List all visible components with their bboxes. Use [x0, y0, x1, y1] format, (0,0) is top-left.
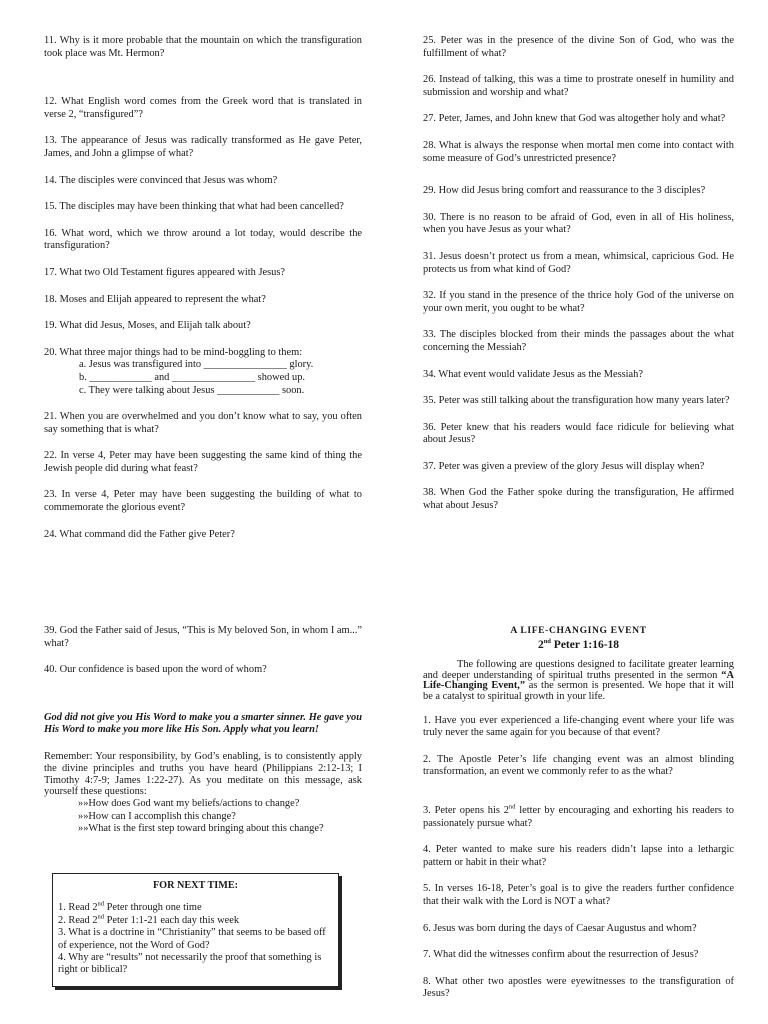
- next-time-item-1: 1. Read 2nd Peter through one time: [58, 900, 202, 914]
- question-34: 34. What event would validate Jesus as the Messiah?: [423, 368, 643, 380]
- question-37: 37. Peter was given a preview of the glory Jesus will display when?: [423, 460, 705, 472]
- question-4: 4. Peter wanted to make sure his readers didn’t lapse into a lethargic pattern or habit in their what?: [423, 844, 734, 868]
- next-time-item-4: 4. Why are “results” not necessarily the proof that something is right or biblical?: [58, 952, 322, 976]
- question-8: 8. What other two apostles were eyewitnesses to the transfiguration of Jesus?: [423, 975, 734, 1000]
- question-19: 19. What did Jesus, Moses, and Elijah talk about?: [44, 320, 251, 332]
- question-5: 5. In verses 16-18, Peter’s goal is to give the readers further confidence that their walk with the Lord is NOT a what?: [423, 883, 734, 907]
- question-31: 31. Jesus doesn’t protect us from a mean, whimsical, capricious God. He protects us from what kind of God?: [423, 250, 734, 275]
- question-28: 28. What is always the response when mortal men come into contact with some measure of God’s unrestricted presence?: [423, 139, 734, 164]
- scripture-reference: 2nd Peter 1:16-18: [537, 637, 620, 651]
- question-18: 18. Moses and Elijah appeared to represent the what?: [44, 293, 266, 305]
- intro-paragraph: The following are questions designed to facilitate greater learning and deeper understanding of spiritual truths presented in the sermon “A Life-Changing Event,” as the sermon is presented. We hope that it will be a catalyst to spiritual growth in your life.: [423, 659, 735, 702]
- question-14: 14. The disciples were convinced that Jesus was whom?: [44, 174, 278, 186]
- question-21: 21. When you are overwhelmed and you don’t know what to say, you often say something that is what?: [44, 411, 362, 435]
- questions-column-top-left: [44, 35, 362, 541]
- next-time-box: [52, 873, 339, 987]
- question-27: 27. Peter, James, and John knew that God was altogether holy and what?: [423, 113, 726, 125]
- question-12: 12. What English word comes from the Greek word that is translated in verse 2, “transfigured”?: [44, 96, 362, 120]
- question-24: 24. What command did the Father give Peter?: [44, 528, 235, 540]
- question-33: 33. The disciples blocked from their minds the passages about the what concerning the Messiah?: [423, 329, 734, 353]
- question-20b: b. ____________ and ________________ showed up.: [79, 371, 305, 383]
- question-6: 6. Jesus was born during the days of Caesar Augustus and whom?: [423, 922, 697, 934]
- question-30: 30. There is no reason to be afraid of God, even in all of His holiness, when you have Jesus as your what?: [423, 211, 734, 236]
- question-32: 32. If you stand in the presence of the thrice holy God of the universe on your own merit, you ought to be what?: [423, 290, 734, 314]
- question-39: 39. God the Father said of Jesus, “This is My beloved Son, in whom I am...” what?: [44, 625, 362, 649]
- remember-paragraph: Remember: Your responsibility, by God’s enabling, is to consistently apply the divine principles and truths you have heard (Philippians 2:12-13; I Timothy 4:7-9; James 1:22-27). As you meditate on this message, ask yourself these questions:: [44, 750, 362, 798]
- question-11: 11. Why is it more probable that the mountain on which the transfiguration took place was Mt. Hermon?: [44, 35, 362, 59]
- question-38: 38. When God the Father spoke during the transfiguration, He affirmed what about Jesus?: [423, 487, 734, 512]
- question-15: 15. The disciples may have been thinking that what had been cancelled?: [44, 201, 344, 213]
- question-40: 40. Our confidence is based upon the word of whom?: [44, 664, 267, 676]
- question-20: 20. What three major things had to be mind-boggling to them:: [44, 346, 303, 358]
- question-35: 35. Peter was still talking about the transfiguration how many years later?: [423, 395, 730, 407]
- question-23: 23. In verse 4, Peter may have been suggesting the building of what to commemorate the glorious event?: [44, 489, 362, 514]
- question-20c: c. They were talking about Jesus ____________ soon.: [79, 384, 305, 396]
- sermon-title: A LIFE-CHANGING EVENT: [510, 625, 647, 636]
- questions-column-bottom-right: [423, 625, 734, 1001]
- question-25: 25. Peter was in the presence of the divine Son of God, who was the fulfillment of what?: [423, 35, 734, 59]
- question-16: 16. What word, which we throw around a lot today, would describe the transfiguration?: [44, 227, 362, 252]
- next-time-item-3: 3. What is a doctrine in “Christianity” that seems to be based off of experience, not the Word of God?: [58, 927, 326, 951]
- question-1: 1. Have you ever experienced a life-changing event where your life was truly never the same again for you because of that event?: [423, 714, 734, 739]
- reflection-question-2: »»How can I accomplish this change?: [78, 810, 236, 822]
- questions-column-top-right: [423, 35, 734, 513]
- question-22: 22. In verse 4, Peter may have been suggesting the same kind of thing the Jewish people did during what feast?: [44, 450, 362, 474]
- question-2: 2. The Apostle Peter’s life changing event was an almost blinding transformation, an event we commonly refer to as the what?: [423, 753, 734, 778]
- question-17: 17. What two Old Testament figures appeared with Jesus?: [44, 266, 285, 278]
- question-13: 13. The appearance of Jesus was radically transformed as He gave Peter, James, and John a glimpse of what?: [44, 135, 362, 159]
- reflection-question-3: »»What is the first step toward bringing about this change?: [78, 823, 324, 835]
- question-7: 7. What did the witnesses confirm about the resurrection of Jesus?: [423, 949, 699, 961]
- next-time-title: FOR NEXT TIME:: [152, 880, 239, 891]
- question-29: 29. How did Jesus bring comfort and reassurance to the 3 disciples?: [423, 185, 706, 197]
- next-time-item-2: 2. Read 2nd Peter 1:1-21 each day this week: [58, 913, 240, 926]
- reflection-question-1: »»How does God want my beliefs/actions to change?: [78, 798, 300, 810]
- questions-column-bottom-left: [44, 625, 362, 836]
- question-26: 26. Instead of talking, this was a time to prostrate oneself in humility and submission and worship and what?: [423, 74, 734, 98]
- question-20a: a. Jesus was transfigured into ________________ glory.: [79, 359, 314, 371]
- question-3: 3. Peter opens his 2nd letter by encouraging and exhorting his readers to passionately pursue what?: [423, 803, 734, 829]
- apply-statement: God did not give you His Word to make you a smarter sinner. He gave you His Word to make you more like His Son. Apply what you learn!: [44, 711, 362, 736]
- question-36: 36. Peter knew that his readers would face ridicule for believing what about Jesus?: [423, 421, 734, 446]
